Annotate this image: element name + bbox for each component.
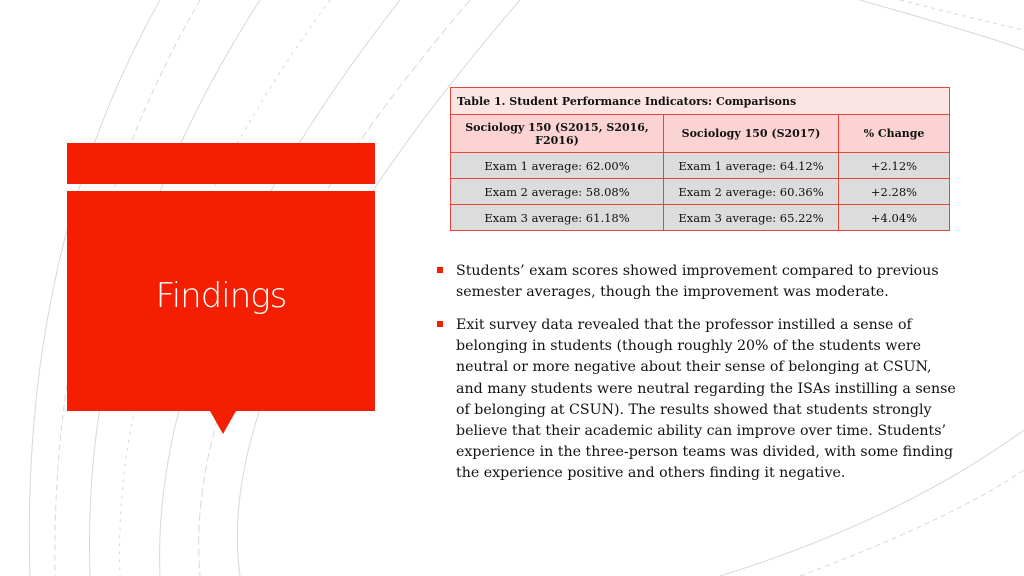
title-box-pointer: [210, 411, 236, 434]
title-accent-bar: [67, 143, 375, 184]
table-row: [451, 205, 950, 231]
table-header: Sociology 150 (S2017): [664, 115, 839, 153]
bullet-square-icon: [437, 321, 443, 327]
bullet-item: [437, 261, 957, 303]
table-caption: Table 1. Student Performance Indicators: Comparisons: [451, 88, 950, 115]
table-header: % Change: [839, 115, 950, 153]
table-cell: Exam 1 average: 64.12%: [664, 153, 839, 179]
table-header: Sociology 150 (S2015, S2016, F2016): [451, 115, 664, 153]
table-cell: +2.12%: [839, 153, 950, 179]
performance-table: [450, 87, 950, 231]
table-row: [451, 179, 950, 205]
table-cell: +4.04%: [839, 205, 950, 231]
table-cell: Exam 2 average: 58.08%: [451, 179, 664, 205]
table-cell: Exam 2 average: 60.36%: [664, 179, 839, 205]
table-cell: Exam 1 average: 62.00%: [451, 153, 664, 179]
bullet-text: Exit survey data revealed that the professor instilled a sense of belonging in students (though roughly 20% of the students were neutral or more negative about their sense of belonging at CSUN, and many students were neutral regarding the ISAs instilling a sense of belonging at CSUN). The results showed that students strongly believe that their academic ability can improve over time. Students’ experience in the three-person teams was divided, with some finding the experience positive and others finding it negative.: [456, 317, 956, 482]
bullet-item: [437, 315, 957, 485]
table-row: [451, 153, 950, 179]
table-cell: Exam 3 average: 61.18%: [451, 205, 664, 231]
bullet-text: Students’ exam scores showed improvement compared to previous semester averages, though the improvement was moderate.: [456, 263, 939, 301]
table-cell: Exam 3 average: 65.22%: [664, 205, 839, 231]
bullet-square-icon: [437, 267, 443, 273]
table-cell: +2.28%: [839, 179, 950, 205]
slide-title: Findings: [155, 276, 287, 316]
title-box: [67, 191, 375, 411]
